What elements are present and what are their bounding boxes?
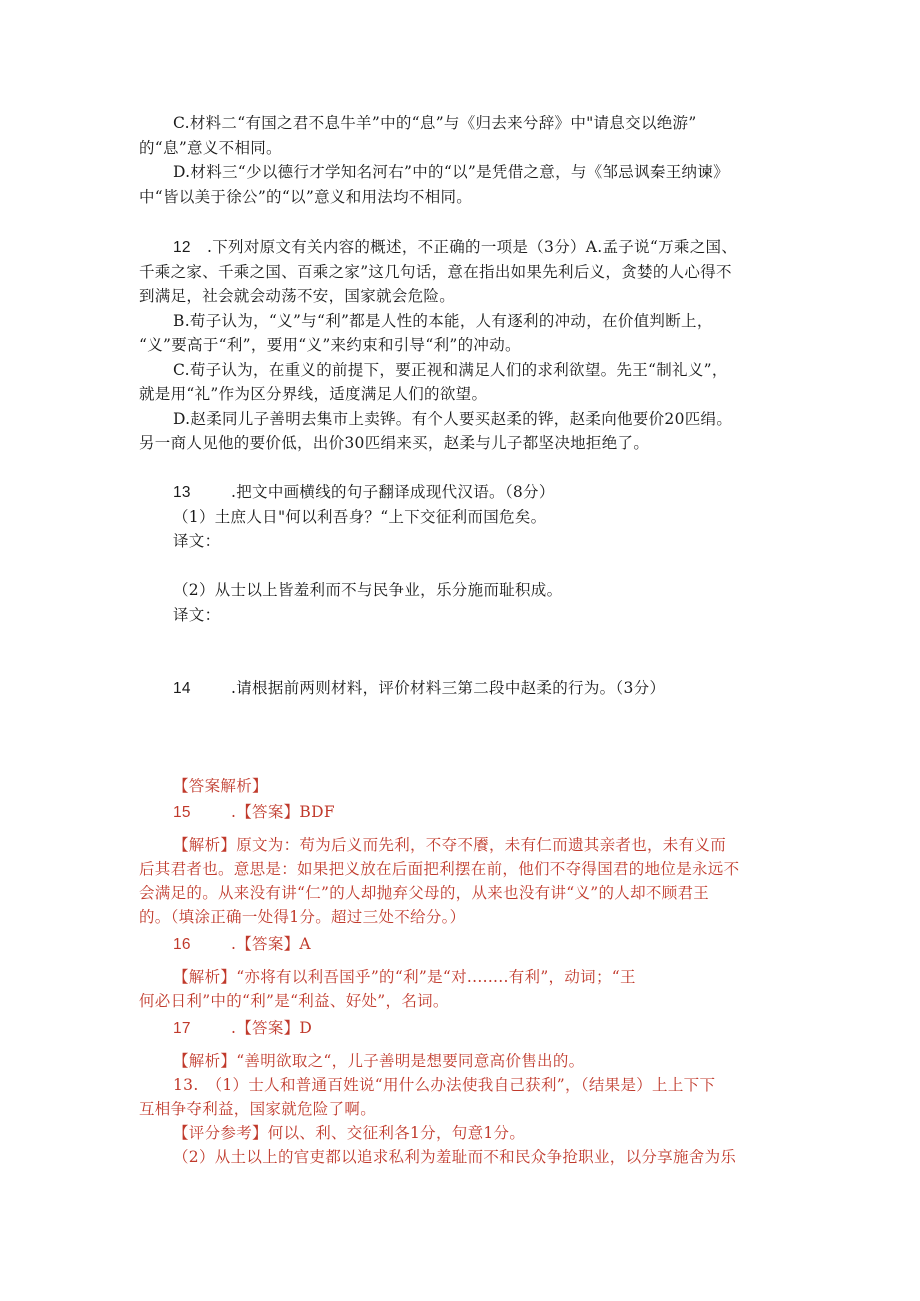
question-12-option-b-line2: “义”要高于“利”，要用“义”来约束和引导“利”的冲动。 bbox=[139, 336, 521, 354]
answer-15 bbox=[173, 801, 335, 824]
answer-15-analysis-line1: 【解析】原文为：苟为后义而先利，不夺不餍，未有仁而遗其亲者也，未有义而 bbox=[173, 836, 727, 854]
answer-17 bbox=[173, 1017, 312, 1040]
question-12-option-c-line1: C.荀子认为，在重义的前提下，要正视和满足人们的求利欲望。先王“制礼义”， bbox=[173, 361, 728, 379]
answer-16-text: .【答案】A bbox=[231, 935, 311, 953]
question-12-option-d-line1: D.赵柔同儿子善明去集市上卖铧。有个人要买赵柔的铧，赵柔向他要价20匹绢。 bbox=[173, 410, 733, 428]
question-14 bbox=[173, 677, 665, 700]
option-c-line2: 的“息”意义不相同。 bbox=[139, 139, 282, 157]
answer-16-number: 16 bbox=[173, 936, 191, 953]
question-13-item-2: （2）从士以上皆羞利而不与民争业，乐分施而耻积成。 bbox=[173, 581, 563, 599]
question-12 bbox=[173, 236, 737, 259]
question-13-item-1: （1）土庶人日"何以利吾身？“上下交征利而国危矣。 bbox=[173, 508, 547, 526]
answer-13-scoring: 【评分参考】何以、利、交征利各1分，句意1分。 bbox=[173, 1124, 526, 1142]
question-13-translation-label-1: 译文： bbox=[173, 532, 221, 550]
answer-13-line1: 13. （1）士人和普通百姓说“用什么办法使我自己获利”，（结果是）上上下下 bbox=[173, 1076, 716, 1094]
question-13 bbox=[173, 481, 555, 504]
answer-13-line2: 互相争夺利益，国家就危险了啊。 bbox=[139, 1100, 377, 1118]
question-12-line3: 到满足，社会就会动荡不安，国家就会危险。 bbox=[139, 287, 456, 305]
option-c-line1: C.材料二“有国之君不息牛羊”中的“息”与《归去来兮辞》中"请息交以绝游” bbox=[173, 114, 697, 132]
question-13-translation-label-2: 译文： bbox=[173, 606, 221, 624]
option-d-line2: 中“皆以美于徐公”的“以”意义和用法均不相同。 bbox=[139, 188, 473, 206]
question-14-number: 14 bbox=[173, 680, 191, 697]
answer-17-analysis: 【解析】“善明欲取之“，儿子善明是想要同意高价售出的。 bbox=[173, 1052, 585, 1070]
question-12-text: .下列对原文有关内容的概述，不正确的一项是（3分）A.孟子说“万乘之国、 bbox=[207, 238, 738, 256]
answer-section-header: 【答案解析】 bbox=[173, 777, 268, 795]
question-12-number: 12 bbox=[173, 239, 191, 256]
answer-17-text: .【答案】D bbox=[231, 1019, 313, 1037]
answer-16 bbox=[173, 933, 311, 956]
question-14-text: .请根据前两则材料，评价材料三第二段中赵柔的行为。（3分） bbox=[231, 679, 666, 697]
question-12-line2: 千乘之家、千乘之国、百乘之家”这几句话，意在指出如果先利后义，贪婪的人心得不 bbox=[139, 263, 732, 281]
answer-17-number: 17 bbox=[173, 1020, 191, 1037]
answer-15-analysis-line2: 后其君者也。意思是：如果把义放在后面把利摆在前，他们不夺得国君的地位是永远不 bbox=[139, 860, 740, 878]
question-12-option-d-line2: 另一商人见他的要价低，出价30匹绢来买，赵柔与儿子都坚决地拒绝了。 bbox=[139, 434, 650, 452]
answer-15-analysis-line4: 的。（填涂正确一处得1分。超过三处不给分。） bbox=[139, 908, 466, 926]
answer-16-analysis-line1: 【解析】“亦将有以利吾国乎”的“利”是“对........有利”，动词；“王 bbox=[173, 968, 636, 986]
question-13-number: 13 bbox=[173, 484, 191, 501]
question-12-option-c-line2: 就是用“礼”作为区分界线，适度满足人们的欲望。 bbox=[139, 385, 488, 403]
question-12-option-b-line1: B.荀子认为，“义”与“利”都是人性的本能，人有逐利的冲动，在价值判断上， bbox=[173, 312, 713, 330]
answer-16-analysis-line2: 何必日利”中的“利”是“利益、好处”，名词。 bbox=[139, 992, 449, 1010]
answer-15-number: 15 bbox=[173, 804, 191, 821]
question-13-text: .把文中画横线的句子翻译成现代汉语。（8分） bbox=[231, 483, 555, 501]
option-d-line1: D.材料三“少以德行才学知名河右”中的“以”是凭借之意，与《邹忌讽秦王纳谏》 bbox=[173, 163, 729, 181]
answer-13-line4: （2）从土以上的官吏都以追求私利为羞耻而不和民众争抢职业，以分享施舍为乐 bbox=[173, 1148, 737, 1166]
answer-15-text: .【答案】BDF bbox=[231, 803, 335, 821]
answer-15-analysis-line3: 会满足的。从来没有讲“仁”的人却抛弃父母的，从来也没有讲“义”的人却不顾君王 bbox=[139, 884, 710, 902]
